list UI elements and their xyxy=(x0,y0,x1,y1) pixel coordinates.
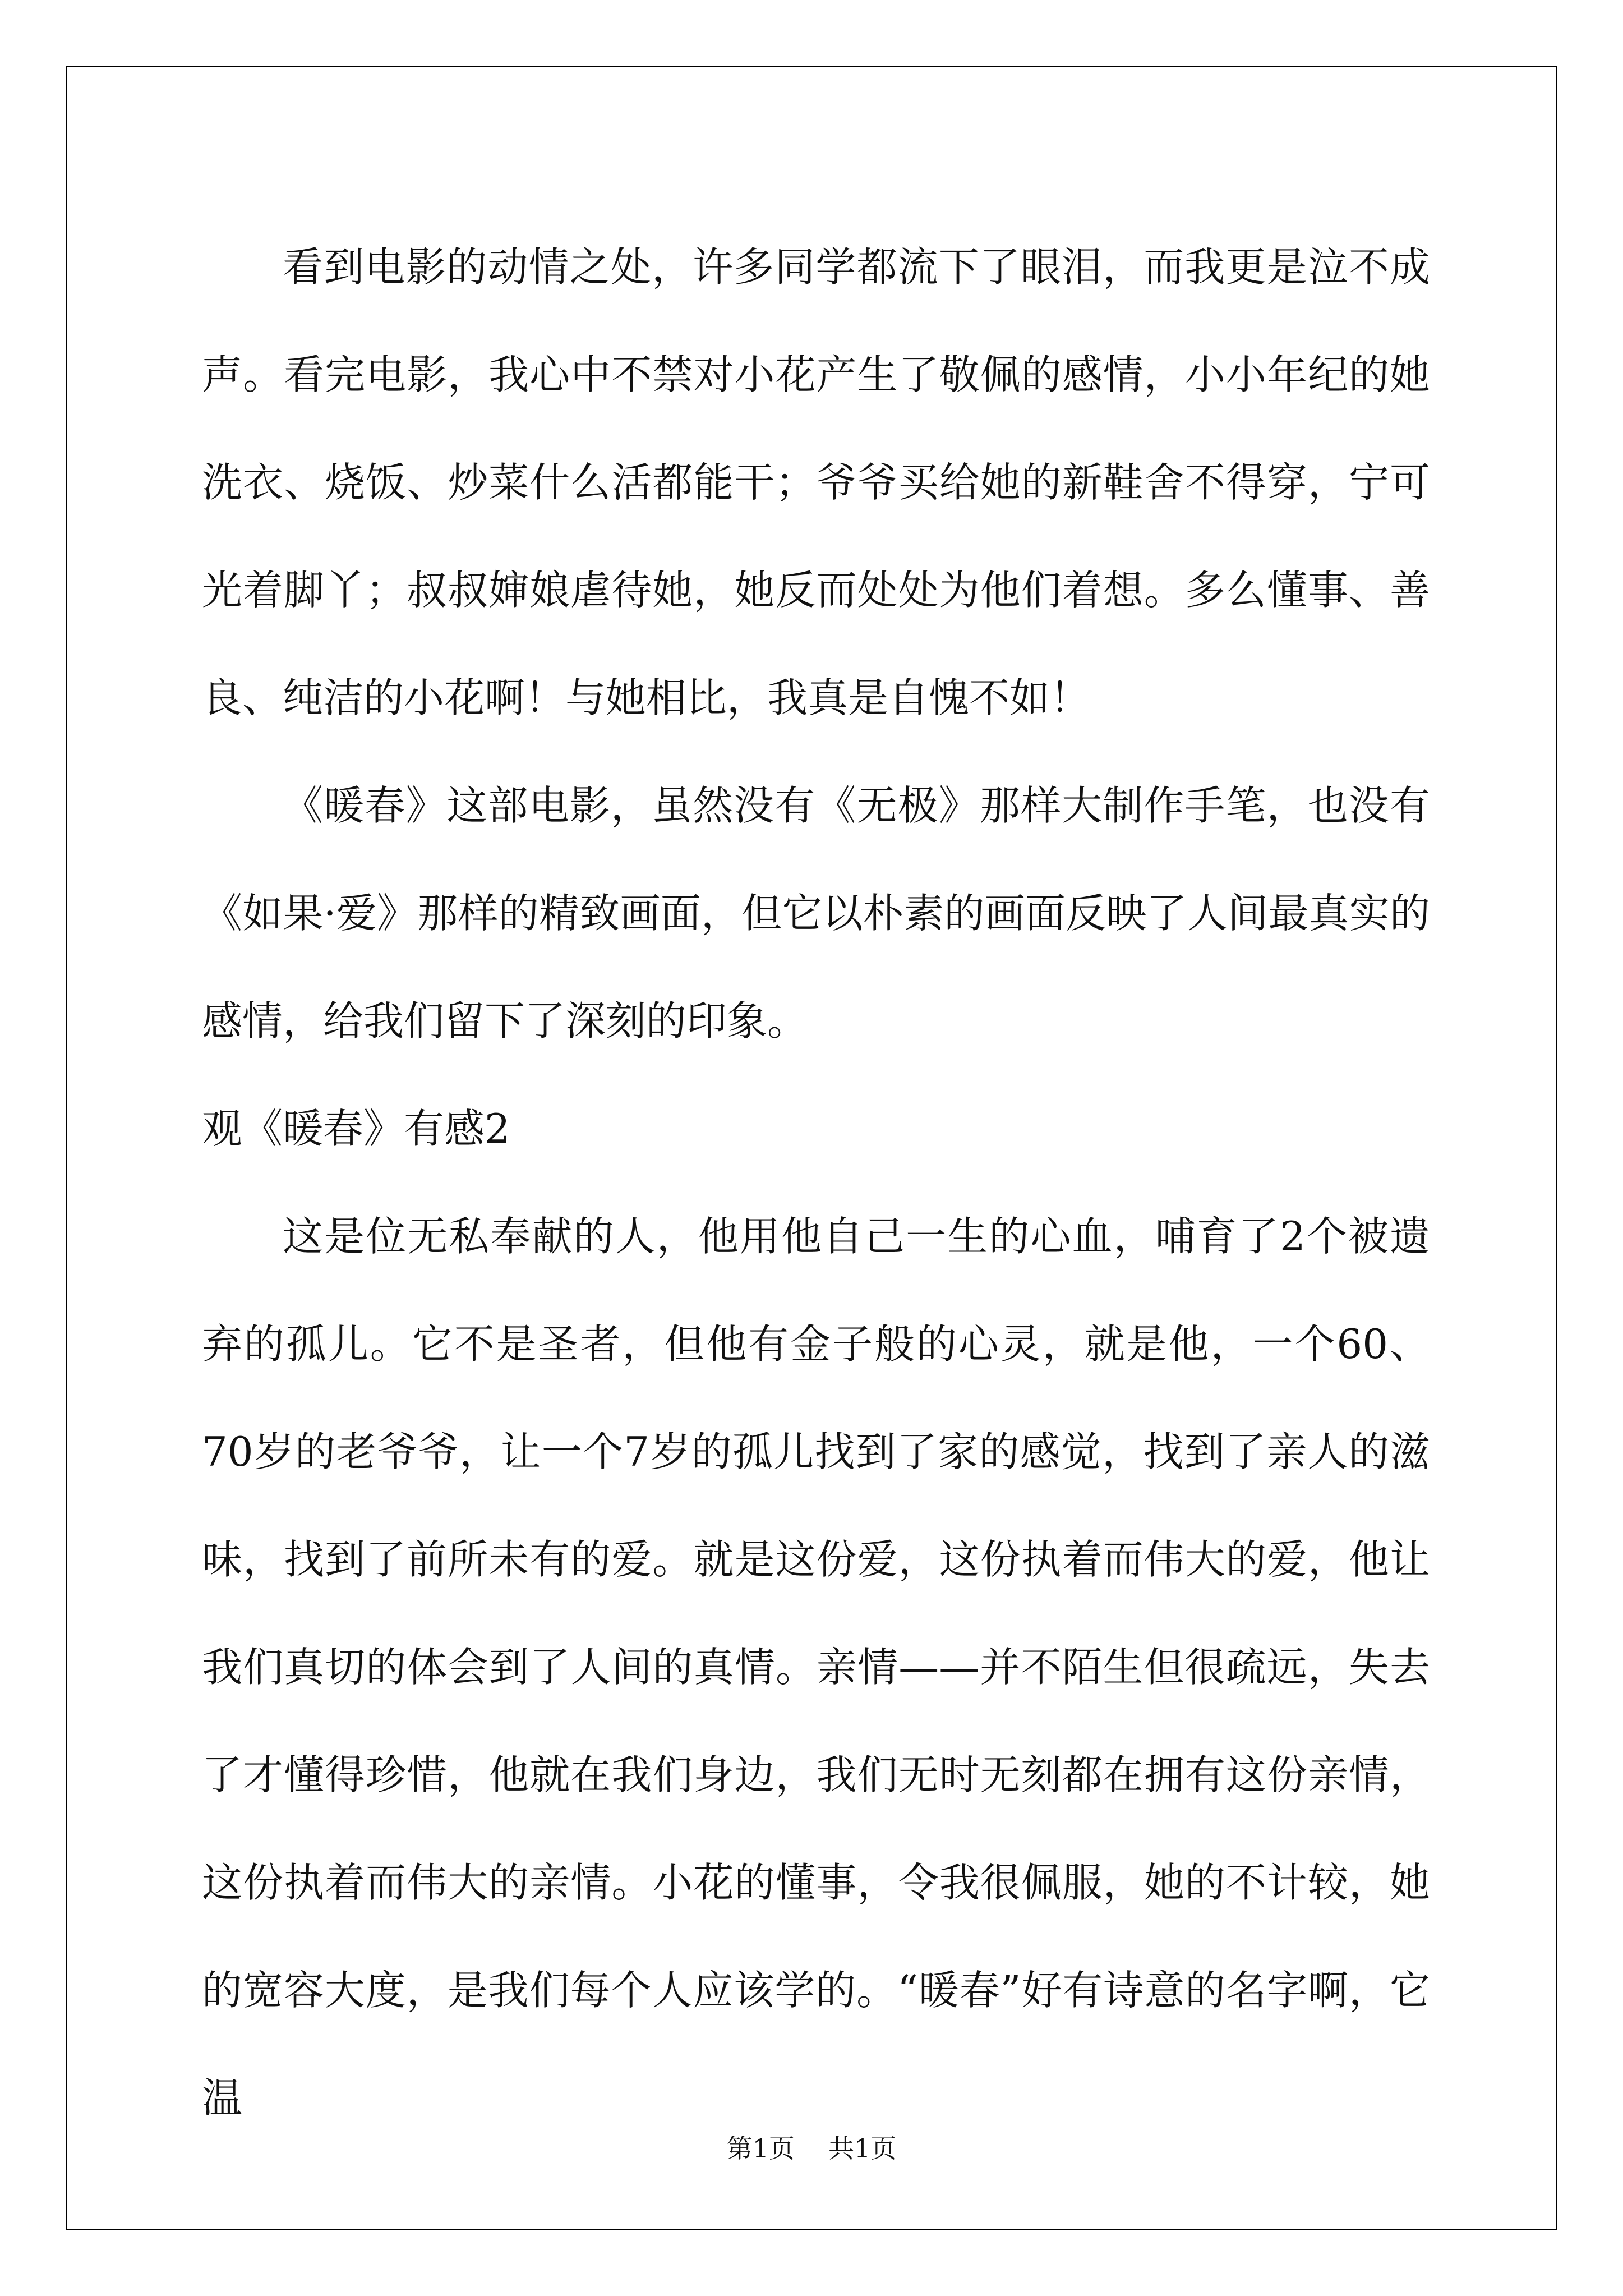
paragraph-1: 看到电影的动情之处，许多同学都流下了眼泪，而我更是泣不成声。看完电影，我心中不禁对小花产生了敬佩的感情，小小年纪的她洗衣、烧饭、炒菜什么活都能干；爷爷买给她的新鞋舍不得穿，宁可光着脚丫；叔叔婶娘虐待她，她反而处处为他们着想。多么懂事、善良、纯洁的小花啊！与她相比，我真是自愧不如！ xyxy=(202,243,1430,721)
paragraph-3: 这是位无私奉献的人，他用他自己一生的心血，哺育了2个被遗弃的孤儿。它不是圣者，但他有金子般的心灵，就是他，一个60、70岁的老爷爷，让一个7岁的孤儿找到了家的感觉，找到了亲人的滋味，找到了前所未有的爱。就是这份爱，这份执着而伟大的爱，他让我们真切的体会到了人间的真情。亲情——并不陌生但很疏远，失去了才懂得珍惜，他就在我们身边，我们无时无刻都在拥有这份亲情，这份执着而伟大的亲情。小花的懂事，令我很佩服，她的不计较，她的宽容大度，是我们每个人应该学的。“暖春”好有诗意的名字啊，它温 xyxy=(202,1213,1430,2122)
section-heading: 观《暖春》有感2 xyxy=(202,1105,510,1152)
document-body xyxy=(202,213,1430,2152)
page-number: 第1页 xyxy=(726,2133,795,2164)
paragraph-2: 《暖春》这部电影，虽然没有《无极》那样大制作手笔，也没有《如果·爱》那样的精致画面，但它以朴素的画面反映了人间最真实的感情，给我们留下了深刻的印象。 xyxy=(202,782,1430,1045)
page-footer xyxy=(0,2132,1623,2165)
page-total: 共1页 xyxy=(828,2133,897,2164)
